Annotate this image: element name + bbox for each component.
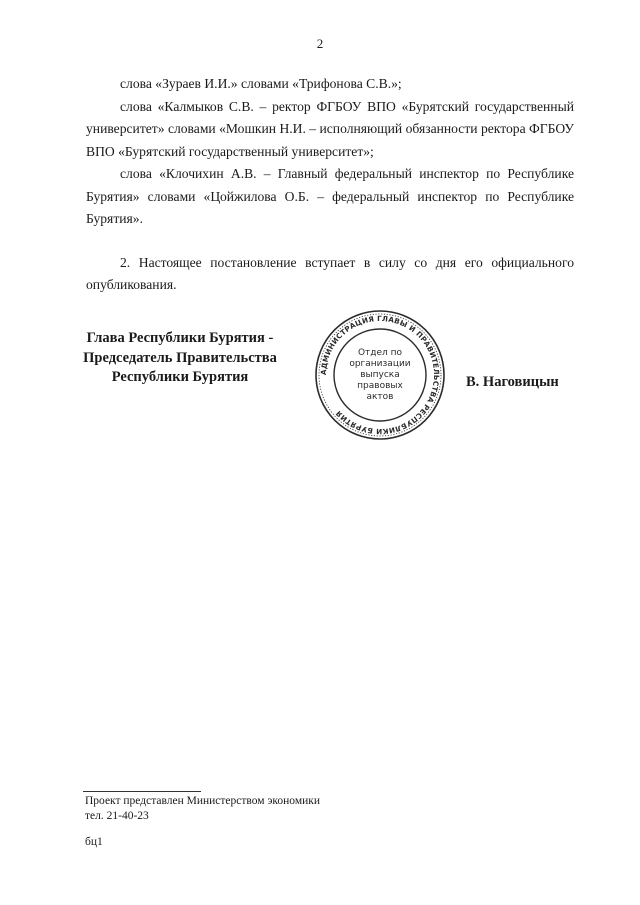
footnote	[85, 794, 320, 850]
seal-inner-line-3: выпуска	[360, 370, 400, 380]
clause-2-paragraph: 2. Настоящее постановление вступает в силу со дня его официального опубликования.	[86, 254, 574, 292]
amendment-paragraph-3: слова «Клочихин А.В. – Главный федеральный инспектор по Республике Бурятия» словами «Цойжилова О.Б. – федеральный инспектор по Республике Бурятия».	[86, 166, 574, 226]
signatory-position-line-3: Республики Бурятия	[111, 369, 249, 385]
page-number: 2	[316, 36, 324, 51]
seal-outer-text: АДМИНИСТРАЦИЯ ГЛАВЫ И ПРАВИТЕЛЬСТВА РЕСПУБЛИКИ БУРЯТИЯ	[318, 313, 442, 437]
seal-inner-line-1: Отдел по	[357, 348, 403, 358]
amendment-paragraph-1: слова «Зураев И.И.» словами «Трифонова С.В.»;	[120, 76, 402, 91]
amendment-paragraph-2: слова «Калмыков С.В. – ректор ФГБОУ ВПО «Бурятский государственный университет» словами «Мошкин Н.И. – исполняющий обязанности ректора ФГБОУ ВПО «Бурятский государственный университет»;	[86, 98, 574, 159]
signatory-position-line-1: Глава Республики Бурятия -	[86, 330, 274, 346]
official-seal-stamp	[313, 308, 447, 442]
signatory-position-line-2: Председатель Правительства	[83, 349, 277, 366]
seal-inner-line-5: актов	[366, 392, 394, 402]
signer-name: В. Наговицын	[466, 374, 559, 390]
seal-inner-line-2: организации	[349, 359, 411, 369]
footnote-submitted-by: Проект представлен Министерством экономики	[85, 795, 321, 807]
footnote-code: бц1	[85, 836, 103, 848]
amendments-block	[86, 73, 574, 297]
seal-inner-line-4: правовых	[357, 381, 403, 391]
footnote-phone: тел. 21-40-23	[85, 809, 149, 822]
signatory-position	[60, 329, 300, 388]
footnote-divider	[83, 791, 201, 792]
